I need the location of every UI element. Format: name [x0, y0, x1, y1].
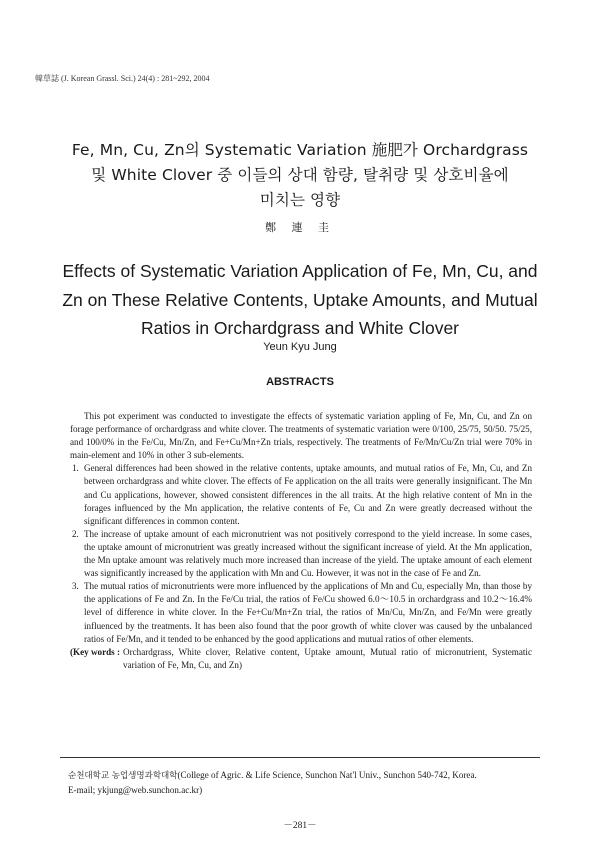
abstracts-heading: ABSTRACTS [266, 376, 334, 388]
english-title-line: Effects of Systematic Variation Application of Fe, Mn, Cu, and [62, 261, 538, 281]
abstract-intro: This pot experiment was conducted to investigate the effects of systematic variation appling of Fe, Mn, Cu, and Zn on forage performance of orchardgrass and white clover. The treatments of systematic variation were 0/100, 25/75, 50/50. 75/25, and 100/0% in the Fe/Cu, Mn/Zn, and Fe+Cu/Mn+Zn trials, respectively. The treatments of Fe/Mn/Cu/Zn trial were 70% in main-element and 10% in other 3 sub-elements. [70, 411, 532, 461]
finding-number: 1. [72, 463, 79, 474]
korean-title-line: Fe, Mn, Cu, Zn의 Systematic Variation 施肥가 Orchardgrass [71, 141, 529, 159]
footnote-divider [60, 757, 540, 758]
finding-item [70, 528, 532, 580]
korean-title-line: 및 White Clover 중 이들의 상대 함량, 탈취량 및 상호비율에 [91, 166, 509, 184]
finding-number: 3. [72, 581, 79, 592]
korean-title [40, 138, 560, 213]
finding-item [70, 462, 532, 527]
keywords [70, 646, 532, 672]
findings-list [70, 462, 532, 645]
korean-author: 鄭 連 圭 [265, 221, 335, 234]
finding-text: The mutual ratios of micronutrients were more influenced by the applications of Mn and Cu, especially Mn, than those by the applications of Fe and Zn. In the Fe/Cu trial, the ratios of Fe/Cu showed 6.0～10.5 in orchardgrass and 10.2～16.4% level of difference in white clover. In the Fe+Cu/Mn+Zn trial, the ratios of Mn/Cu, Mn/Zn, and Fe/Mn were greatly influenced by the treatments. It has been also found that the poor growth of white clover was caused by the unbalanced ratios of Fe/Mn, and it tended to be enhanced by the good applications and mutual ratios of other elements. [84, 581, 532, 644]
finding-number: 2. [72, 528, 79, 539]
finding-item [70, 580, 532, 645]
journal-citation: 韓草誌 (J. Korean Grassl. Sci.) 24(4) : 281~292, 2004 [35, 74, 210, 83]
affiliation-footnote [68, 769, 548, 797]
affiliation-korean: 순천대학교 농업생명과학대학 [68, 771, 178, 781]
page-number: －281－ [283, 821, 317, 831]
korean-title-line: 미치는 영향 [259, 191, 341, 209]
english-title-line: Ratios in Orchardgrass and White Clover [140, 318, 460, 338]
keywords-label: (Key words : [70, 646, 121, 657]
author-email: E-mail; ykjung@web.sunchon.ac.kr) [68, 784, 203, 795]
english-title-line: Zn on These Relative Contents, Uptake Amounts, and Mutual [62, 289, 538, 310]
abstract-body [70, 410, 532, 672]
affiliation-english: (College of Agric. & Life Science, Sunchon Nat'l Univ., Sunchon 540-742, Korea. [177, 770, 477, 780]
finding-text: General differences had been showed in the relative contents, uptake amounts, and mutual ratios of Fe, Mn, Cu, and Zn between orchardgrass and white clover. The effects of Fe application on the all traits were generally insignificant. The Mn and Cu applications, however, showed consistent differences in the all traits. At the high relative content of Mn in the forages influenced by the Mn application, the relative contents of Fe, Cu and Zn were greatly decreased without the significant differences in common content. [84, 463, 532, 526]
english-title [35, 257, 565, 343]
finding-text: The increase of uptake amount of each micronutrient was not positively correspond to the yield increase. In some cases, the uptake amount of micronutrient was greatly increased without the significant increase of yield. At the Mn application, the Mn uptake amount was relatively much more increased than increase of the yield. The uptake amount of each element was significantly increased by the application with Mn and Cu. However, it was not in the case of Fe and Zn. [84, 528, 532, 579]
english-author: Yeun Kyu Jung [263, 341, 337, 353]
keywords-text: Orchardgrass, White clover, Relative content, Uptake amount, Mutual ratio of micronutrient, Systematic variation of Fe, Mn, Cu, and Zn) [123, 646, 532, 670]
